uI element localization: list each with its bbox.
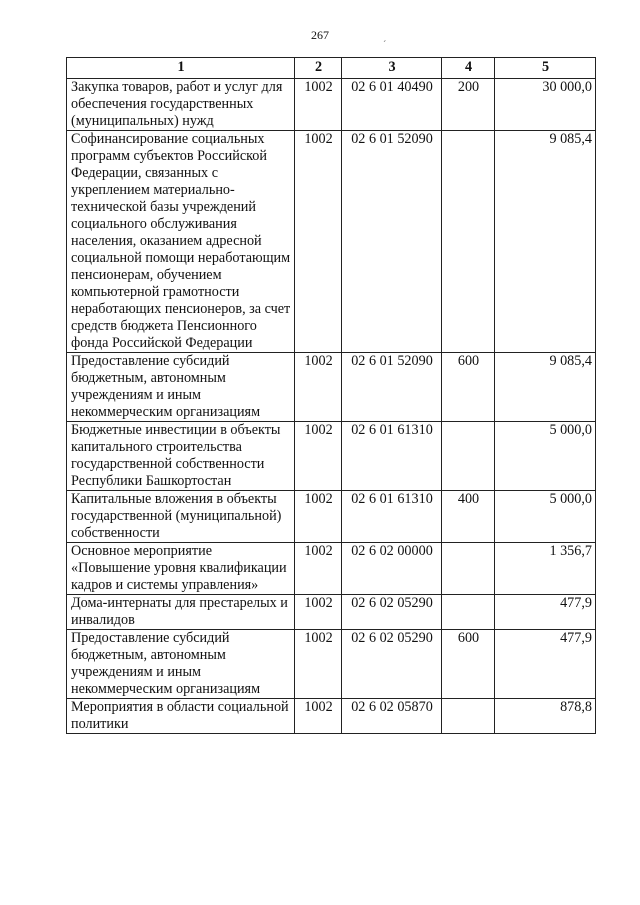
row-section-cell: 1002 <box>295 543 342 595</box>
row-csr-cell: 02 6 01 40490 <box>342 79 442 131</box>
row-sum-cell: 9 085,4 <box>495 353 596 422</box>
row-name-cell: Капитальные вложения в объекты государственной (муниципальной) собственности <box>67 491 295 543</box>
row-csr-cell: 02 6 02 05290 <box>342 595 442 630</box>
page-number: 267 <box>311 28 329 42</box>
row-vr-cell: 400 <box>442 491 495 543</box>
row-sum-cell: 9 085,4 <box>495 131 596 353</box>
row-name-cell: Закупка товаров, работ и услуг для обеспечения государственных (муниципальных) нужд <box>67 79 295 131</box>
table-row <box>67 543 596 595</box>
row-csr-cell: 02 6 01 52090 <box>342 353 442 422</box>
row-vr-cell <box>442 131 495 353</box>
row-section-cell: 1002 <box>295 630 342 699</box>
row-name-cell: Софинансирование социальных программ субъектов Российской Федерации, связанных с укреплением материально-технической базы учреждений социального обслуживания населения, оказанием адресной социальной помощи неработающим пенсионерам, обучением компьютерной грамотности неработающих пенсионеров, за счет средств бюджета Пенсионного фонда Российской Федерации <box>67 131 295 353</box>
row-name-cell: Предоставление субсидий бюджетным, автономным учреждениям и иным некоммерческим организациям <box>67 630 295 699</box>
row-vr-cell <box>442 595 495 630</box>
header-col-5: 5 <box>495 58 596 79</box>
row-name-cell: Бюджетные инвестиции в объекты капитального строительства государственной собственности Республики Башкортостан <box>67 422 295 491</box>
row-csr-cell: 02 6 02 05290 <box>342 630 442 699</box>
table-header-row <box>67 58 596 79</box>
row-vr-cell: 600 <box>442 630 495 699</box>
row-vr-cell <box>442 543 495 595</box>
row-section-cell: 1002 <box>295 131 342 353</box>
header-col-3: 3 <box>342 58 442 79</box>
table-row <box>67 630 596 699</box>
table-row <box>67 353 596 422</box>
row-sum-cell: 5 000,0 <box>495 491 596 543</box>
row-sum-cell: 477,9 <box>495 595 596 630</box>
table-row <box>67 79 596 131</box>
row-csr-cell: 02 6 01 52090 <box>342 131 442 353</box>
table-row <box>67 595 596 630</box>
row-sum-cell: 1 356,7 <box>495 543 596 595</box>
row-sum-cell: 30 000,0 <box>495 79 596 131</box>
row-name-cell: Основное мероприятие «Повышение уровня квалификации кадров и системы управления» <box>67 543 295 595</box>
row-vr-cell <box>442 699 495 734</box>
row-csr-cell: 02 6 01 61310 <box>342 422 442 491</box>
row-sum-cell: 5 000,0 <box>495 422 596 491</box>
row-csr-cell: 02 6 02 00000 <box>342 543 442 595</box>
row-sum-cell: 878,8 <box>495 699 596 734</box>
row-vr-cell: 200 <box>442 79 495 131</box>
scan-speck: ´ <box>383 40 387 51</box>
row-section-cell: 1002 <box>295 491 342 543</box>
table-row <box>67 491 596 543</box>
row-section-cell: 1002 <box>295 79 342 131</box>
row-section-cell: 1002 <box>295 595 342 630</box>
row-name-cell: Дома-интернаты для престарелых и инвалидов <box>67 595 295 630</box>
row-csr-cell: 02 6 01 61310 <box>342 491 442 543</box>
row-csr-cell: 02 6 02 05870 <box>342 699 442 734</box>
row-sum-cell: 477,9 <box>495 630 596 699</box>
budget-table <box>66 57 596 734</box>
table-row <box>67 422 596 491</box>
row-section-cell: 1002 <box>295 353 342 422</box>
row-name-cell: Мероприятия в области социальной политики <box>67 699 295 734</box>
header-col-2: 2 <box>295 58 342 79</box>
row-vr-cell <box>442 422 495 491</box>
table-row <box>67 699 596 734</box>
row-vr-cell: 600 <box>442 353 495 422</box>
table-row <box>67 131 596 353</box>
header-col-4: 4 <box>442 58 495 79</box>
row-name-cell: Предоставление субсидий бюджетным, автономным учреждениям и иным некоммерческим организациям <box>67 353 295 422</box>
row-section-cell: 1002 <box>295 422 342 491</box>
row-section-cell: 1002 <box>295 699 342 734</box>
header-col-1: 1 <box>67 58 295 79</box>
